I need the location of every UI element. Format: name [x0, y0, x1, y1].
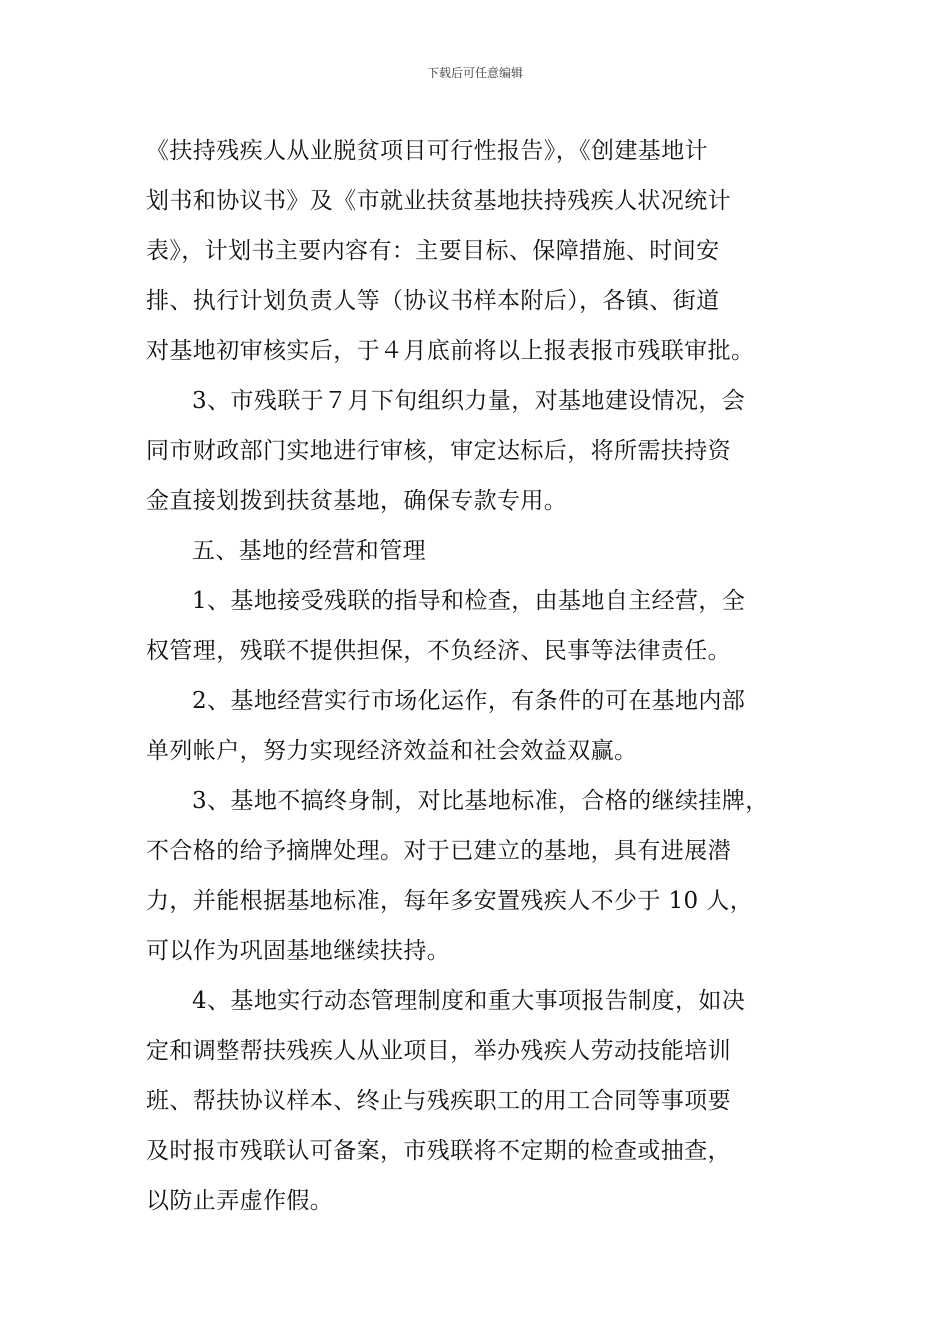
text-line: 不合格的给予摘牌处理。对于已建立的基地，具有进展潜: [146, 838, 731, 864]
text-line: 以防止弄虚作假。: [146, 1188, 334, 1214]
text-line: 及时报市残联认可备案，市残联将不定期的检查或抽查，: [146, 1138, 731, 1164]
text-line: 划书和协议书》及《市就业扶贫基地扶持残疾人状况统计: [146, 188, 731, 214]
text-line: 定和调整帮扶残疾人从业项目，举办残疾人劳动技能培训: [146, 1038, 731, 1064]
text-line: 2、基地经营实行市场化运作，有条件的可在基地内部: [192, 688, 746, 714]
text-line: 力，并能根据基地标准，每年多安置残疾人不少于 10 人，: [146, 888, 754, 914]
document-body: [146, 126, 814, 1226]
text-line: 《扶持残疾人从业脱贫项目可行性报告》，《创建基地计: [146, 138, 708, 164]
text-line: 五、基地的经营和管理: [192, 538, 426, 564]
page-header: 下载后可任意编辑: [426, 66, 523, 80]
text-line: 可以作为巩固基地继续扶持。: [146, 938, 451, 964]
text-line: 金直接划拨到扶贫基地，确保专款专用。: [146, 488, 568, 514]
text-line: 3、基地不搞终身制，对比基地标准，合格的继续挂牌，: [192, 788, 769, 814]
text-line: 表》，计划书主要内容有：主要目标、保障措施、时间安: [146, 238, 720, 264]
text-line: 对基地初审核实后，于４月底前将以上报表报市残联审批。: [146, 338, 755, 364]
text-line: 权管理，残联不提供担保，不负经济、民事等法律责任。: [146, 638, 731, 664]
text-line: 3、市残联于７月下旬组织力量，对基地建设情况，会: [192, 388, 746, 414]
text-line: 1、基地接受残联的指导和检查，由基地自主经营，全: [192, 588, 746, 614]
text-line: 同市财政部门实地进行审核，审定达标后，将所需扶持资: [146, 438, 731, 464]
text-line: 单列帐户，努力实现经济效益和社会效益双赢。: [146, 738, 638, 764]
text-line: 班、帮扶协议样本、终止与残疾职工的用工合同等事项要: [146, 1088, 731, 1114]
text-line: 排、执行计划负责人等（协议书样本附后），各镇、街道: [146, 288, 720, 314]
text-line: 4、基地实行动态管理制度和重大事项报告制度，如决: [192, 988, 746, 1014]
